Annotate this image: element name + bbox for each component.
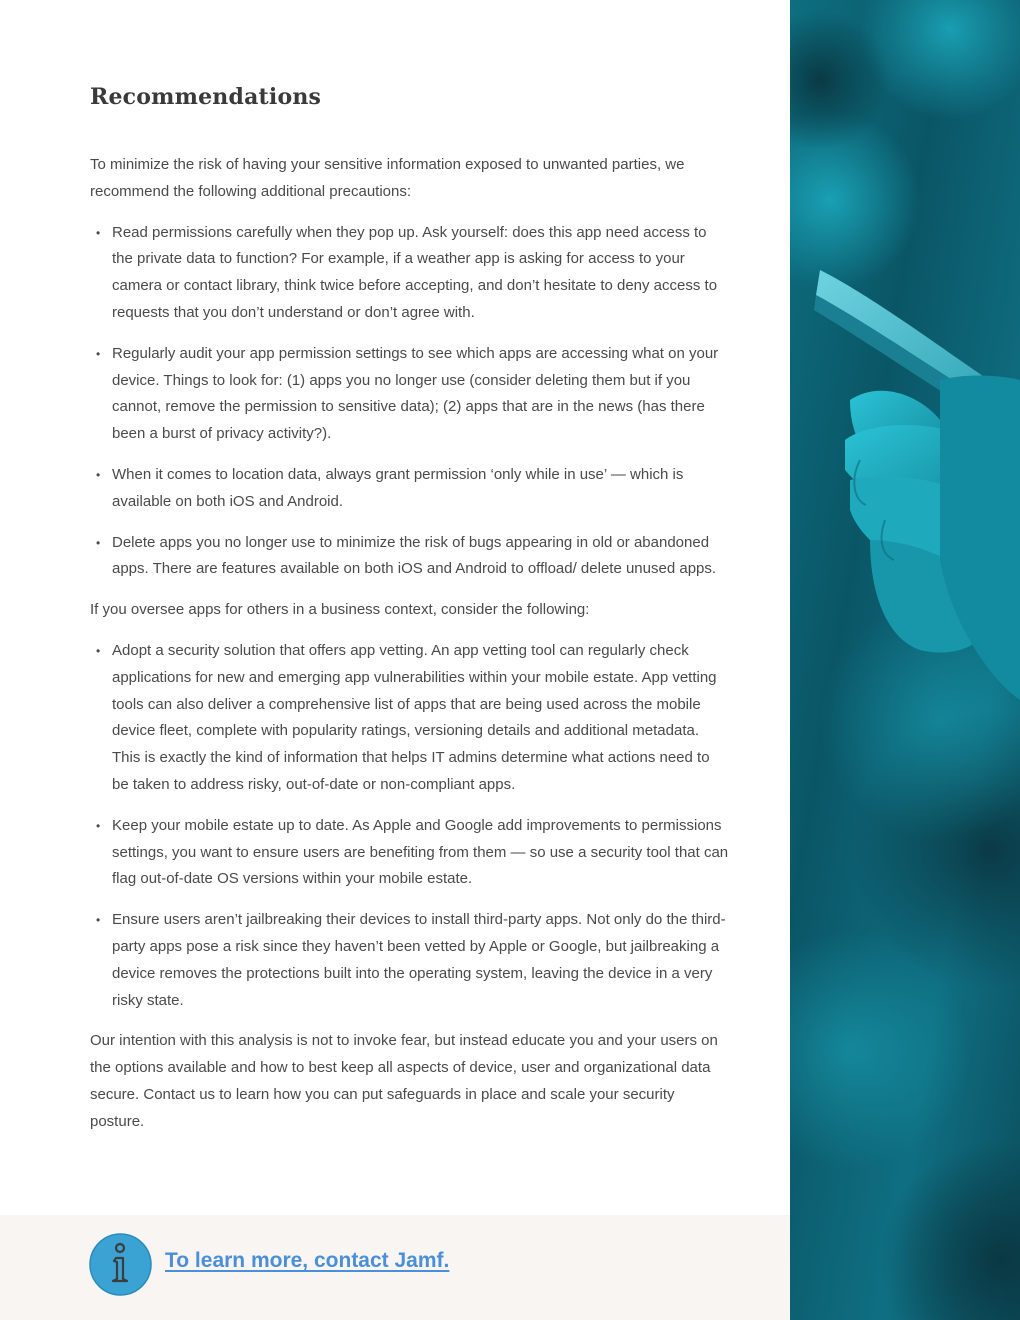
list-item: • When it comes to location data, always grant permission ‘only while in use’ — which is available on both iOS and Android.	[90, 462, 730, 516]
list-item: • Read permissions carefully when they pop up. Ask yourself: does this app need access to the private data to function? For example, if a weather app is asking for access to your camera or contact library, think twice before accepting, and don’t hesitate to deny access to requests that you don’t understand or don’t agree with.	[90, 220, 730, 327]
bullet-icon: •	[96, 818, 101, 833]
list-item: • Delete apps you no longer use to minimize the risk of bugs appearing in old or abandoned apps. There are features available on both iOS and Android to offload/ delete unused apps.	[90, 530, 730, 584]
bullet-icon: •	[96, 913, 101, 928]
list-item: • Ensure users aren’t jailbreaking their devices to install third-party apps. Not only do the third-party apps pose a risk since they haven’t been vetted by Apple or Google, but jailbreaking a device removes the protections built into the operating system, leaving the device in a very risky state.	[90, 907, 730, 1014]
phone-photo-illustration	[790, 0, 1020, 1320]
contact-jamf-link[interactable]: To learn more, contact Jamf.	[165, 1249, 450, 1272]
personal-recommendations-list	[90, 220, 730, 584]
footer-banner	[0, 1215, 790, 1320]
business-intro-paragraph: If you oversee apps for others in a business context, consider the following:	[90, 601, 590, 619]
main-content	[90, 84, 730, 1150]
list-item: • Adopt a security solution that offers app vetting. An app vetting tool can regularly check applications for new and emerging app vulnerabilities within your mobile estate. App vetting tools can also deliver a comprehensive list of apps that are being used across the mobile device fleet, complete with popularity ratings, versioning details and additional metadata. This is exactly the kind of information that helps IT admins determine what actions need to be taken to address risky, out-of-date or non-compliant apps.	[90, 638, 730, 799]
closing-paragraph: Our intention with this analysis is not to invoke fear, but instead educate you and your users on the options available and how to best keep all aspects of device, user and organizational data secure. Contact us to learn how you can put safeguards in place and scale your security posture.	[90, 1032, 718, 1130]
hands-holding-phone-photo	[790, 0, 1020, 1320]
list-item: • Keep your mobile estate up to date. As Apple and Google add improvements to permissions settings, you want to ensure users are benefiting from them — so use a security tool that can flag out-of-date OS versions within your mobile estate.	[90, 813, 730, 893]
bullet-icon: •	[96, 467, 101, 482]
info-icon	[89, 1233, 152, 1296]
bullet-icon: •	[96, 535, 101, 550]
bullet-icon: •	[96, 225, 101, 240]
bullet-icon: •	[96, 643, 101, 658]
section-title: Recommendations	[90, 84, 322, 110]
intro-paragraph: To minimize the risk of having your sensitive information exposed to unwanted parties, we recommend the following additional precautions:	[90, 156, 685, 200]
list-item: • Regularly audit your app permission settings to see which apps are accessing what on your device. Things to look for: (1) apps you no longer use (consider deleting them but if you cannot, remove the permission to sensitive data); (2) apps that are in the news (has there been a burst of privacy activity?).	[90, 341, 730, 448]
business-recommendations-list	[90, 638, 730, 1014]
bullet-icon: •	[96, 346, 101, 361]
